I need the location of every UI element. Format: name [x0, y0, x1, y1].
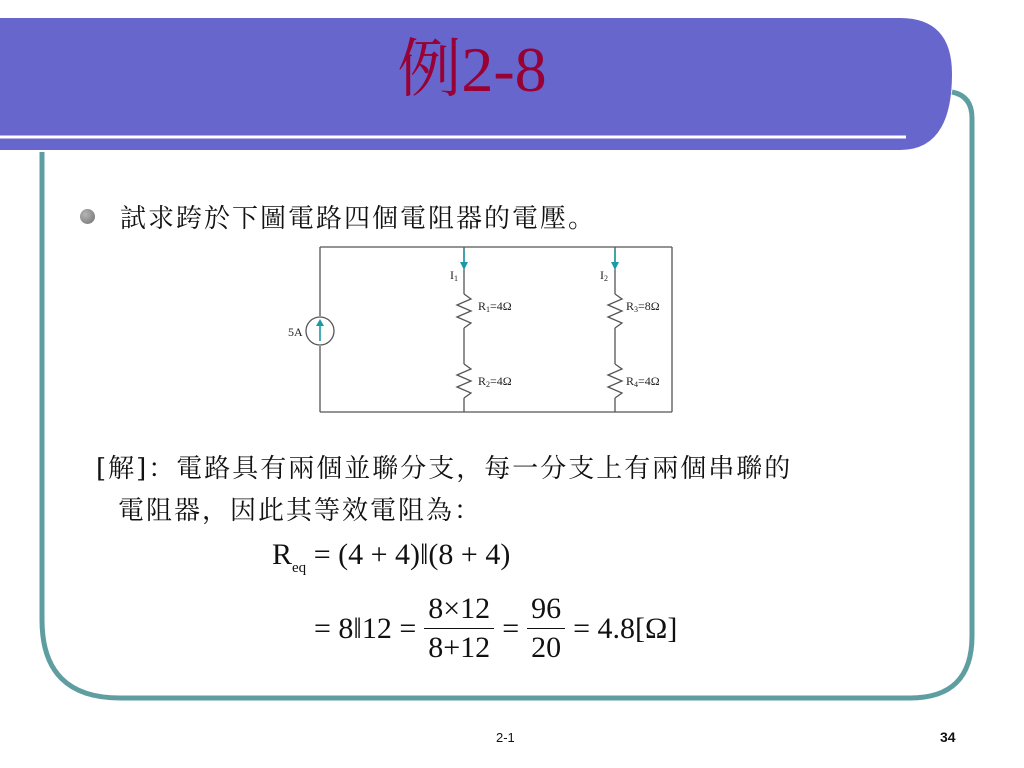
footer-section: 2-1	[496, 730, 515, 745]
r3-label: R3=8Ω	[626, 299, 660, 314]
slide-title: 例2-8	[397, 34, 547, 105]
fraction-1-numerator: 8×12	[424, 592, 494, 629]
eq-lhs-sub: eq	[292, 560, 307, 576]
eq-rhs-1: = (4 + 4)‖(8 + 4)	[313, 538, 511, 571]
source-arrow-head	[316, 319, 324, 326]
r2-label: R2=4Ω	[478, 374, 512, 389]
solution-line-1: [解]：電路具有兩個並聯分支，每一分支上有兩個串聯的	[96, 454, 793, 484]
fraction-2-numerator: 96	[527, 592, 565, 629]
r4-label: R4=4Ω	[626, 374, 660, 389]
bullet-text: 試求跨於下圖電路四個電阻器的電壓。	[120, 204, 597, 234]
solution-text	[96, 448, 956, 532]
bullet-icon	[80, 209, 95, 224]
circuit-diagram	[282, 240, 682, 416]
eq2-part-c: = 4.8[Ω]	[573, 611, 678, 645]
fraction-1	[424, 592, 494, 665]
eq2-part-a: = 8‖12 =	[314, 611, 417, 645]
r1-label: R1=4Ω	[478, 299, 512, 314]
resistor-r2	[457, 364, 471, 398]
equation-line-2	[312, 592, 679, 665]
source-label: 5A	[288, 325, 303, 339]
i2-arrow-head	[611, 262, 619, 270]
equation-line-1	[272, 538, 510, 577]
resistor-r4	[608, 364, 622, 398]
solution-line-2: 電阻器，因此其等效電阻為：	[118, 496, 483, 526]
resistor-r1	[457, 294, 471, 328]
resistor-r3	[608, 294, 622, 328]
fraction-1-denominator: 8+12	[428, 631, 491, 664]
i1-arrow-head	[460, 262, 468, 270]
eq2-part-b: =	[502, 611, 520, 645]
i1-label: I1	[450, 268, 458, 283]
i2-label: I2	[600, 268, 608, 283]
page-number: 34	[940, 729, 956, 745]
fraction-2	[527, 592, 565, 665]
fraction-2-denominator: 20	[531, 631, 562, 664]
eq-lhs: R	[272, 538, 293, 571]
